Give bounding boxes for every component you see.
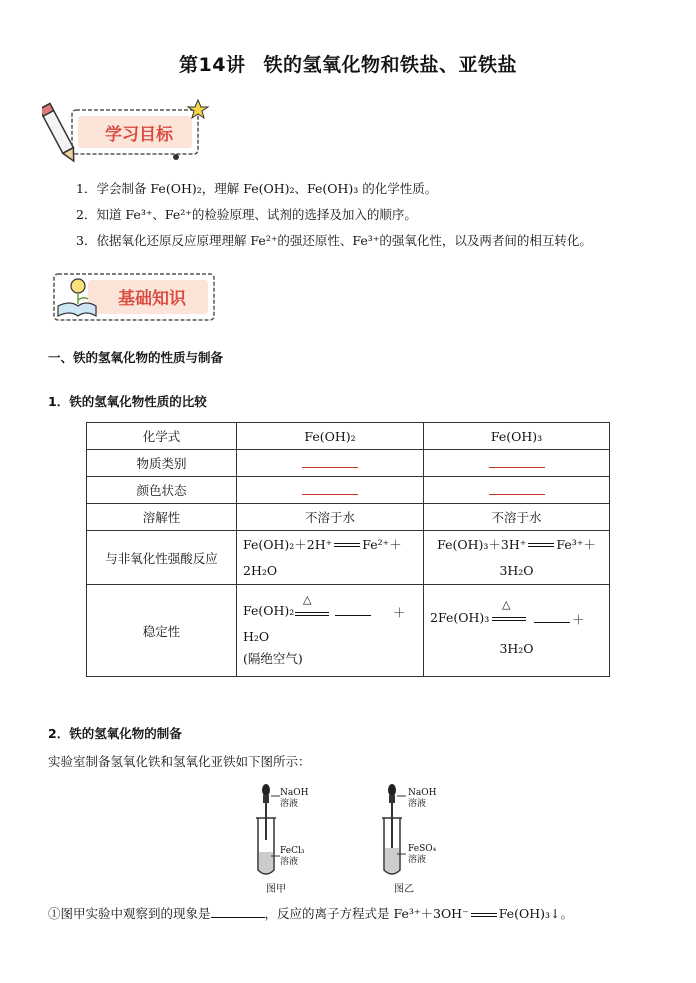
answer-blank[interactable] [335, 603, 371, 616]
solubility-feoh3: 不溶于水 [424, 504, 610, 531]
answer-blank[interactable] [302, 455, 358, 468]
reagent-solution-label: 溶液 [408, 855, 427, 865]
question-1 [48, 904, 573, 922]
reagent-solution-label: 溶液 [408, 799, 427, 809]
equation-rhs: Fe²⁺＋ [362, 536, 402, 552]
row-label-acid: 与非氧化性强酸反应 [87, 531, 237, 585]
figure-a [240, 782, 360, 894]
table-header-row [87, 423, 610, 450]
heat-symbol: △ [502, 597, 511, 611]
row-label-solubility: 溶解性 [87, 504, 237, 531]
table-header-feoh3: Fe(OH)₃ [424, 423, 610, 450]
table-row-solubility [87, 504, 610, 531]
answer-blank[interactable] [211, 905, 265, 918]
section-heading-1-2: 2．铁的氢氧化物的制备 [48, 726, 182, 741]
question-1-suffix: Fe(OH)₃↓。 [498, 906, 573, 921]
reagent-feso4-label: FeSO₄ [408, 844, 437, 854]
row-label-kind: 物质类别 [87, 450, 237, 477]
reagent-naoh-label: NaOH [280, 788, 309, 798]
table-row-color [87, 477, 610, 504]
row-label-color: 颜色状态 [87, 477, 237, 504]
basics-banner-label: 基础知识 [118, 289, 186, 309]
answer-blank[interactable] [489, 455, 545, 468]
section-heading-1-1: 1．铁的氢氧化物性质的比较 [48, 394, 207, 409]
table-row-acid [87, 531, 610, 585]
objective-2: 2．知道 Fe³⁺、Fe²⁺的检验原理、试剂的选择及加入的顺序。 [76, 207, 417, 222]
reagent-fecl3-label: FeCl₃ [280, 846, 305, 856]
objectives-banner [42, 94, 212, 166]
stability-feoh2 [237, 585, 424, 677]
lecture-topic: 铁的氢氧化物和铁盐、亚铁盐 [263, 54, 517, 76]
table-row-kind [87, 450, 610, 477]
reagent-naoh-label: NaOH [408, 788, 437, 798]
reagent-solution-label: 溶液 [280, 857, 299, 867]
experiment-intro: 实验室制备氢氧化铁和氢氧化亚铁如下图所示： [48, 754, 311, 769]
figure-a-caption: 图甲 [266, 884, 286, 895]
equation-line2: H₂O [243, 628, 270, 644]
equation-line2: 3H₂O [499, 640, 534, 656]
table-header-formula: 化学式 [87, 423, 237, 450]
equation-lhs: Fe(OH)₂＋2H⁺ [243, 536, 333, 552]
basics-banner [48, 268, 218, 324]
question-1-prefix: ①图甲实验中观察到的现象是 [48, 906, 211, 921]
lecture-number: 第14讲 [179, 54, 246, 76]
equation-lhs: Fe(OH)₂ [243, 602, 295, 618]
table-header-feoh2: Fe(OH)₂ [237, 423, 424, 450]
equation-rhs: Fe³⁺＋ [556, 536, 596, 552]
equation-lhs: 2Fe(OH)₃ [430, 609, 490, 625]
figure-b [366, 782, 486, 894]
objective-1: 1．学会制备 Fe(OH)₂，理解 Fe(OH)₂、Fe(OH)₃ 的化学性质。 [76, 181, 438, 196]
answer-blank[interactable] [534, 610, 570, 623]
equation-line2: 2H₂O [243, 562, 278, 578]
figure-b-caption: 图乙 [394, 884, 414, 895]
row-label-stability: 稳定性 [87, 585, 237, 677]
answer-blank[interactable] [302, 482, 358, 495]
objective-3: 3．依据氧化还原反应原理理解 Fe²⁺的强还原性、Fe³⁺的强氧化性，以及两者间的相互转化。 [76, 233, 592, 248]
solubility-feoh2: 不溶于水 [237, 504, 424, 531]
section-heading-1: 一、铁的氢氧化物的性质与制备 [48, 350, 224, 365]
objectives-banner-label: 学习目标 [105, 125, 173, 145]
acid-reaction-feoh3 [424, 531, 610, 585]
heat-symbol: △ [303, 592, 312, 606]
plus-sign: ＋ [572, 611, 585, 627]
question-1-middle: ，反应的离子方程式是 Fe³⁺＋3OH⁻ [264, 906, 469, 921]
stability-feoh3 [424, 585, 610, 677]
plus-sign: ＋ [393, 604, 406, 620]
reagent-solution-label: 溶液 [280, 799, 299, 809]
acid-reaction-feoh2 [237, 531, 424, 585]
answer-blank[interactable] [489, 482, 545, 495]
table-row-stability [87, 585, 610, 677]
condition-note: (隔绝空气) [243, 650, 303, 666]
equation-lhs: Fe(OH)₃＋3H⁺ [437, 536, 527, 552]
equation-line2: 3H₂O [499, 562, 534, 578]
page-title [0, 50, 696, 77]
property-comparison-table [86, 422, 610, 677]
